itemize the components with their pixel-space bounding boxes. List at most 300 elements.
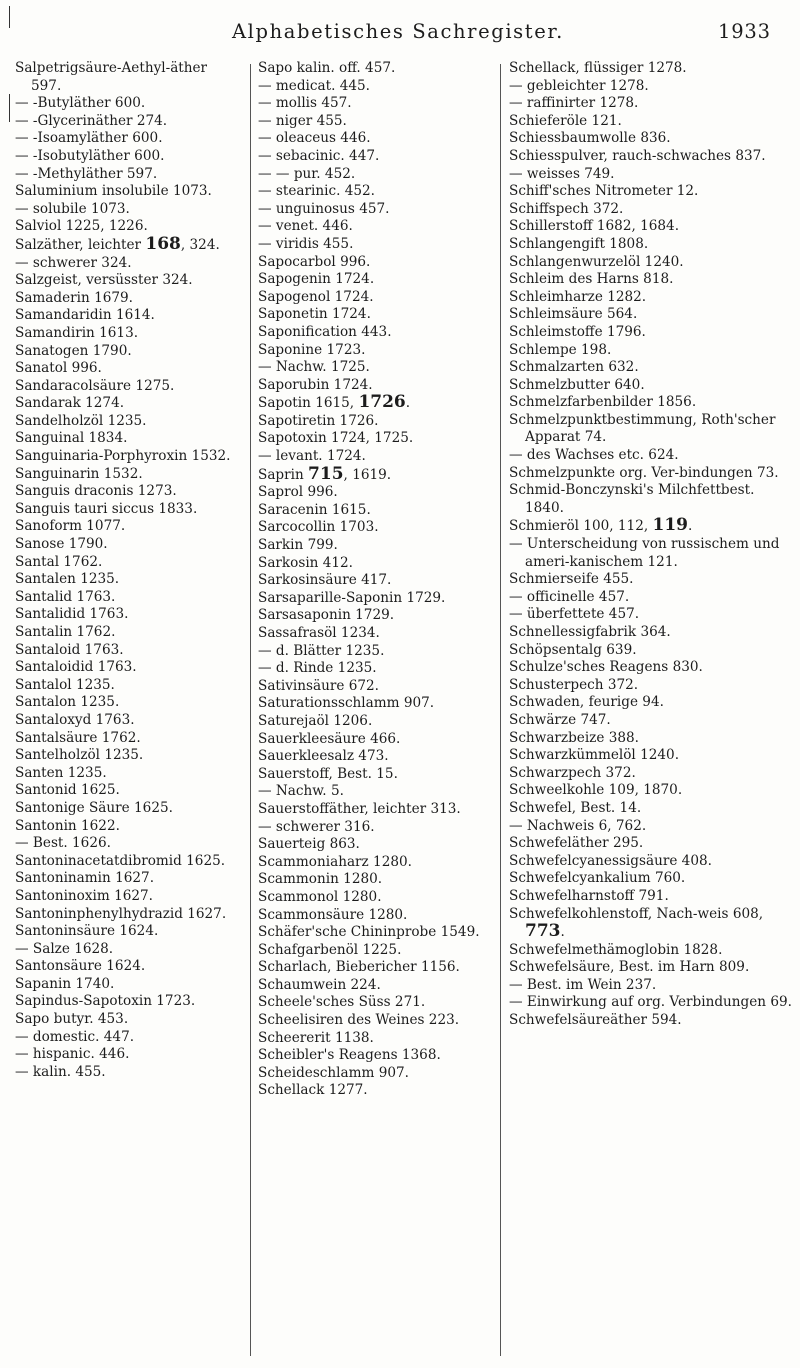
index-entry [509, 906, 794, 942]
index-entry [258, 1047, 494, 1065]
index-entry [15, 747, 235, 765]
entry-text: Sanoform 1077. [15, 518, 126, 535]
index-entry [509, 394, 794, 412]
entry-text: — raffinirter 1278. [509, 95, 639, 112]
index-entry [15, 1064, 235, 1082]
index-column-1 [15, 60, 235, 1081]
index-entry [15, 554, 235, 572]
entry-text: Schellack 1277. [258, 1082, 368, 1099]
entry-text: Schiessbaumwolle 836. [509, 130, 671, 147]
entry-text: — medicat. 445. [258, 77, 370, 94]
index-entry [15, 130, 235, 148]
entry-text: — kalin. 455. [15, 1063, 106, 1080]
entry-text: — Salze 1628. [15, 940, 114, 957]
entry-text: Schwefelkohlenstoff, Nach-weis 608, [509, 905, 764, 922]
index-entry [509, 183, 794, 201]
entry-text: Schwefelsäureäther 594. [509, 1012, 682, 1029]
entry-text: — officinelle 457. [509, 588, 630, 605]
index-entry [15, 976, 235, 994]
entry-text: Schiesspulver, rauch-schwaches 837. [509, 147, 766, 164]
index-entry [15, 888, 235, 906]
index-entry [509, 342, 794, 360]
index-entry [509, 236, 794, 254]
index-entry [509, 694, 794, 712]
index-entry [15, 677, 235, 695]
entry-text: Saracenin 1615. [258, 501, 371, 518]
entry-text: Schmelzpunktbestimmung, Roth'scher Apparat 74. [509, 411, 776, 446]
index-entry [509, 677, 794, 695]
entry-text: Schwefelsäure, Best. im Harn 809. [509, 959, 750, 976]
entry-text: Scharlach, Biebericher 1156. [258, 959, 460, 976]
entry-text: Sanatogen 1790. [15, 342, 132, 359]
index-entry [258, 678, 494, 696]
entry-text: — des Wachses etc. 624. [509, 447, 679, 464]
emphasized-page-ref: 773 [525, 921, 561, 942]
index-entry [258, 519, 494, 537]
index-entry [15, 466, 235, 484]
index-entry [509, 536, 794, 571]
index-entry [258, 766, 494, 784]
index-entry [15, 694, 235, 712]
entry-text: Saprol 996. [258, 484, 338, 501]
entry-text: Schwarzpech 372. [509, 764, 636, 781]
entry-text: Schweelkohle 109, 1870. [509, 782, 683, 799]
index-entry [258, 695, 494, 713]
entry-text: Santaloid 1763. [15, 641, 124, 658]
index-entry [509, 589, 794, 607]
entry-text: Santonsäure 1624. [15, 958, 146, 975]
entry-text: Schiffspech 372. [509, 200, 624, 217]
entry-text: Scammonol 1280. [258, 888, 382, 905]
entry-text: — gebleichter 1278. [509, 77, 649, 94]
entry-text: Schwaden, feurige 94. [509, 694, 664, 711]
entry-text: — unguinosus 457. [258, 200, 390, 217]
entry-text: Santaloidid 1763. [15, 659, 137, 676]
index-entry [258, 463, 494, 485]
index-column-3 [509, 60, 794, 1030]
entry-text: Santalidid 1763. [15, 606, 129, 623]
index-entry [15, 113, 235, 131]
entry-text: Sauerstoff, Best. 15. [258, 765, 398, 782]
entry-text: Schlangenwurzelöl 1240. [509, 253, 684, 270]
entry-text: Sarcocollin 1703. [258, 519, 379, 536]
entry-text: Santonid 1625. [15, 782, 120, 799]
entry-text: . [560, 924, 565, 941]
index-entry [15, 95, 235, 113]
entry-text: Schiff'sches Nitrometer 12. [509, 183, 699, 200]
index-entry [509, 447, 794, 465]
entry-text: Schafgarbenöl 1225. [258, 941, 402, 958]
index-entry [509, 465, 794, 483]
entry-text: Santalid 1763. [15, 588, 116, 605]
entry-text: Santoninacetatdibromid 1625. [15, 852, 226, 869]
index-entry [15, 325, 235, 343]
index-entry [258, 166, 494, 184]
entry-text: Sarkin 799. [258, 537, 338, 554]
index-entry [258, 60, 494, 78]
entry-text: , 324. [180, 236, 220, 253]
index-entry [509, 606, 794, 624]
entry-text: Schleimsäure 564. [509, 306, 638, 323]
entry-text: Sapindus-Sapotoxin 1723. [15, 993, 196, 1010]
entry-text: — domestic. 447. [15, 1028, 135, 1045]
index-entry [258, 78, 494, 96]
index-entry [15, 923, 235, 941]
entry-text: Sauerkleesalz 473. [258, 748, 389, 765]
entry-text: Schwefelharnstoff 791. [509, 887, 669, 904]
entry-text: Sapanin 1740. [15, 975, 115, 992]
entry-text: Scammoniaharz 1280. [258, 853, 412, 870]
entry-text: — hispanic. 446. [15, 1046, 130, 1063]
entry-text: Santen 1235. [15, 764, 107, 781]
index-entry [509, 359, 794, 377]
index-entry [15, 290, 235, 308]
index-entry [258, 236, 494, 254]
entry-text: — überfettete 457. [509, 606, 640, 623]
emphasized-page-ref: 168 [145, 233, 181, 254]
entry-text: — oleaceus 446. [258, 130, 371, 147]
index-entry [15, 624, 235, 642]
running-title: Alphabetisches Sachregister. [232, 20, 564, 43]
entry-text: Saturejaöl 1206. [258, 712, 373, 729]
index-entry [509, 942, 794, 960]
entry-text: Sativinsäure 672. [258, 677, 379, 694]
entry-text: Santal 1762. [15, 553, 103, 570]
entry-text: Schöpsentalg 639. [509, 641, 637, 658]
entry-text: Saponine 1723. [258, 341, 366, 358]
entry-text: Sarkosinsäure 417. [258, 572, 392, 589]
index-entry [509, 324, 794, 342]
entry-text: Schnellessigfabrik 364. [509, 624, 671, 640]
index-entry [15, 343, 235, 361]
entry-text: Schieferöle 121. [509, 112, 622, 129]
index-entry [258, 836, 494, 854]
index-entry [15, 218, 235, 236]
index-entry [258, 289, 494, 307]
entry-text: Sarkosin 412. [258, 554, 354, 571]
entry-text: Schusterpech 372. [509, 676, 639, 693]
index-entry [509, 201, 794, 219]
entry-text: . [688, 518, 693, 535]
index-entry [258, 854, 494, 872]
entry-text: — -Methyläther 597. [15, 165, 158, 182]
entry-text: Sapocarbol 996. [258, 253, 371, 270]
index-entry [258, 148, 494, 166]
entry-text: — -Isoamyläther 600. [15, 130, 163, 147]
entry-text: Scammonin 1280. [258, 871, 383, 888]
index-entry [15, 853, 235, 871]
index-entry [509, 377, 794, 395]
index-entry [258, 625, 494, 643]
index-entry [15, 958, 235, 976]
entry-text: Sapotiretin 1726. [258, 412, 379, 429]
index-entry [15, 835, 235, 853]
entry-text: Schmierseife 455. [509, 571, 634, 588]
entry-text: Schaumwein 224. [258, 976, 381, 993]
entry-text: Schellack, flüssiger 1278. [509, 60, 687, 76]
index-entry [509, 412, 794, 447]
index-entry [509, 254, 794, 272]
entry-text: Scheelisiren des Weines 223. [258, 1012, 460, 1029]
entry-text: Saponetin 1724. [258, 306, 371, 323]
entry-text: Sapogenin 1724. [258, 271, 375, 288]
entry-text: Sapo butyr. 453. [15, 1011, 129, 1028]
index-entry [258, 977, 494, 995]
index-entry [509, 306, 794, 324]
index-entry [258, 484, 494, 502]
index-entry [15, 1011, 235, 1029]
index-entry [258, 95, 494, 113]
index-entry [509, 870, 794, 888]
index-entry [15, 659, 235, 677]
entry-text: Salpetrigsäure-Aethyl-äther 597. [15, 60, 208, 94]
index-entry [509, 765, 794, 783]
entry-text: Schmieröl 100, 112, [509, 518, 653, 535]
index-entry [258, 113, 494, 131]
entry-text: Sauerstoffäther, leichter 313. [258, 800, 461, 817]
entry-text: Sarsaparille-Saponin 1729. [258, 589, 446, 606]
index-entry [258, 994, 494, 1012]
entry-text: — schwerer 316. [258, 818, 375, 835]
entry-text: Samandirin 1613. [15, 324, 139, 341]
entry-text: Sanose 1790. [15, 536, 108, 553]
entry-text: Schmelzfarbenbilder 1856. [509, 394, 697, 411]
entry-text: Scheele'sches Süss 271. [258, 994, 426, 1011]
page-header [0, 20, 800, 50]
entry-text: Schlempe 198. [509, 341, 612, 358]
index-entry [509, 289, 794, 307]
entry-text: Schmelzbutter 640. [509, 376, 645, 393]
entry-text: Sanguinaria-Porphyroxin 1532. [15, 448, 231, 465]
index-entry [258, 924, 494, 942]
index-entry [509, 835, 794, 853]
entry-text: Sandelholzöl 1235. [15, 412, 147, 429]
entry-text: Sanguinarin 1532. [15, 465, 143, 482]
margin-mark [9, 94, 10, 122]
index-entry [15, 378, 235, 396]
entry-text: — mollis 457. [258, 95, 352, 112]
index-entry [15, 941, 235, 959]
index-entry [258, 607, 494, 625]
entry-text: Santalin 1762. [15, 624, 116, 640]
entry-text: Saporubin 1724. [258, 376, 373, 393]
index-entry [15, 642, 235, 660]
index-entry [15, 501, 235, 519]
entry-text: Sanguis draconis 1273. [15, 483, 177, 500]
index-entry [509, 994, 794, 1012]
entry-text: — Best. 1626. [15, 835, 111, 852]
entry-text: Santalsäure 1762. [15, 729, 141, 746]
index-entry [15, 430, 235, 448]
index-entry [258, 748, 494, 766]
index-entry [509, 130, 794, 148]
entry-text: Schleim des Harns 818. [509, 271, 674, 288]
index-entry [509, 712, 794, 730]
index-entry [509, 977, 794, 995]
index-entry [509, 747, 794, 765]
entry-text: — Nachw. 5. [258, 783, 344, 800]
entry-text: Schwefeläther 295. [509, 835, 644, 852]
entry-text: — weisses 749. [509, 165, 615, 182]
entry-text: Schwarzbeize 388. [509, 729, 639, 746]
entry-text: Scammonsäure 1280. [258, 906, 408, 923]
index-entry [509, 166, 794, 184]
index-entry [258, 731, 494, 749]
entry-text: Salzäther, leichter [15, 236, 146, 253]
entry-text: Sauerkleesäure 466. [258, 730, 401, 747]
entry-text: Salviol 1225, 1226. [15, 218, 148, 235]
entry-text: — niger 455. [258, 112, 347, 129]
index-entry [258, 871, 494, 889]
index-entry [509, 78, 794, 96]
index-entry [258, 306, 494, 324]
index-entry [15, 1029, 235, 1047]
index-entry [15, 518, 235, 536]
index-entry [258, 502, 494, 520]
entry-text: Santalen 1235. [15, 571, 120, 588]
entry-text: Salzgeist, versüsster 324. [15, 272, 193, 289]
index-entry [258, 907, 494, 925]
index-entry [15, 571, 235, 589]
entry-text: — Best. im Wein 237. [509, 976, 657, 993]
entry-text: Schwefelcyanessigsäure 408. [509, 852, 712, 869]
index-entry [258, 201, 494, 219]
entry-text: Sandaracolsäure 1275. [15, 377, 175, 394]
index-entry [258, 254, 494, 272]
index-entry [509, 818, 794, 836]
entry-text: — venet. 446. [258, 218, 353, 235]
entry-text: Sapogenol 1724. [258, 288, 374, 305]
index-entry [258, 183, 494, 201]
index-entry [258, 660, 494, 678]
entry-text: — levant. 1724. [258, 448, 366, 465]
entry-text: — -Butyläther 600. [15, 95, 146, 112]
index-entry [509, 271, 794, 289]
index-entry [258, 430, 494, 448]
entry-text: Santelholzöl 1235. [15, 747, 144, 764]
index-entry [509, 888, 794, 906]
index-entry [509, 1012, 794, 1030]
index-entry [15, 413, 235, 431]
entry-text: Samandaridin 1614. [15, 307, 155, 324]
index-entry [509, 659, 794, 677]
index-entry [15, 906, 235, 924]
index-entry [509, 148, 794, 166]
entry-text: Sapo kalin. off. 457. [258, 60, 396, 76]
entry-text: Schwefel, Best. 14. [509, 799, 642, 816]
index-entry [258, 413, 494, 431]
index-entry [15, 395, 235, 413]
entry-text: Saturationsschlamm 907. [258, 695, 435, 712]
index-entry [15, 360, 235, 378]
index-entry [15, 60, 235, 95]
entry-text: — solubile 1073. [15, 200, 130, 217]
entry-text: — Nachw. 1725. [258, 359, 370, 376]
entry-text: — sebacinic. 447. [258, 147, 380, 164]
entry-text: . [405, 395, 411, 412]
index-entry [15, 730, 235, 748]
index-entry [15, 272, 235, 290]
index-entry [258, 959, 494, 977]
index-entry [509, 60, 794, 78]
index-entry [15, 233, 235, 255]
entry-text: Sapotin 1615, [258, 395, 359, 412]
index-entry [509, 517, 794, 536]
emphasized-page-ref: 715 [308, 463, 344, 484]
index-entry [509, 113, 794, 131]
entry-text: — Einwirkung auf org. Verbindungen 69. [509, 994, 792, 1011]
entry-text: Schwefelcyankalium 760. [509, 870, 686, 887]
index-entry [15, 1046, 235, 1064]
entry-text: Sauerteig 863. [258, 836, 360, 853]
index-entry [258, 643, 494, 661]
index-entry [509, 218, 794, 236]
entry-text: Santalol 1235. [15, 676, 115, 693]
entry-text: Schmelzpunkte org. Ver-bindungen 73. [509, 464, 779, 481]
entry-text: Schwarzkümmelöl 1240. [509, 747, 680, 764]
index-entry [15, 589, 235, 607]
entry-text: — Unterscheidung von russischem und ameri-kanischem 121. [509, 536, 780, 570]
entry-text: Schulze'sches Reagens 830. [509, 659, 703, 676]
entry-text: Scheideschlamm 907. [258, 1064, 409, 1081]
index-entry [509, 95, 794, 113]
emphasized-page-ref: 1726 [358, 392, 406, 413]
entry-text: — Nachweis 6, 762. [509, 817, 647, 834]
entry-text: Sapotoxin 1724, 1725. [258, 430, 414, 447]
index-entry [15, 255, 235, 273]
index-entry [258, 448, 494, 466]
index-entry [15, 483, 235, 501]
index-entry [258, 1030, 494, 1048]
index-entry [15, 307, 235, 325]
index-entry [15, 148, 235, 166]
entry-text: Schleimharze 1282. [509, 288, 647, 305]
entry-text: — d. Rinde 1235. [258, 660, 377, 677]
entry-text: Schlangengift 1808. [509, 235, 649, 252]
entry-text: Scheererit 1138. [258, 1029, 374, 1046]
entry-text: Saponification 443. [258, 323, 392, 340]
index-entry [258, 1065, 494, 1083]
entry-text: Santoninphenylhydrazid 1627. [15, 905, 227, 922]
index-entry [15, 782, 235, 800]
entry-text: Santonin 1622. [15, 817, 120, 834]
index-entry [258, 819, 494, 837]
index-entry [15, 993, 235, 1011]
entry-text: Schwärze 747. [509, 711, 611, 728]
entry-text: — -Isobutyläther 600. [15, 147, 165, 164]
index-entry [509, 853, 794, 871]
entry-text: Samaderin 1679. [15, 289, 133, 306]
index-entry [509, 730, 794, 748]
column-divider [500, 64, 501, 1356]
index-entry [509, 571, 794, 589]
index-entry [258, 324, 494, 342]
entry-text: Schwefelmethämoglobin 1828. [509, 941, 723, 958]
entry-text: Santoninamin 1627. [15, 870, 155, 887]
entry-text: — d. Blätter 1235. [258, 642, 385, 659]
index-entry [509, 800, 794, 818]
index-column-2 [258, 60, 494, 1100]
index-entry [258, 1012, 494, 1030]
entry-text: Santoninsäure 1624. [15, 923, 159, 940]
index-entry [509, 624, 794, 642]
index-entry [258, 359, 494, 377]
index-entry [258, 889, 494, 907]
index-entry [258, 713, 494, 731]
index-entry [15, 800, 235, 818]
entry-text: Schleimstoffe 1796. [509, 323, 646, 340]
index-entry [15, 870, 235, 888]
